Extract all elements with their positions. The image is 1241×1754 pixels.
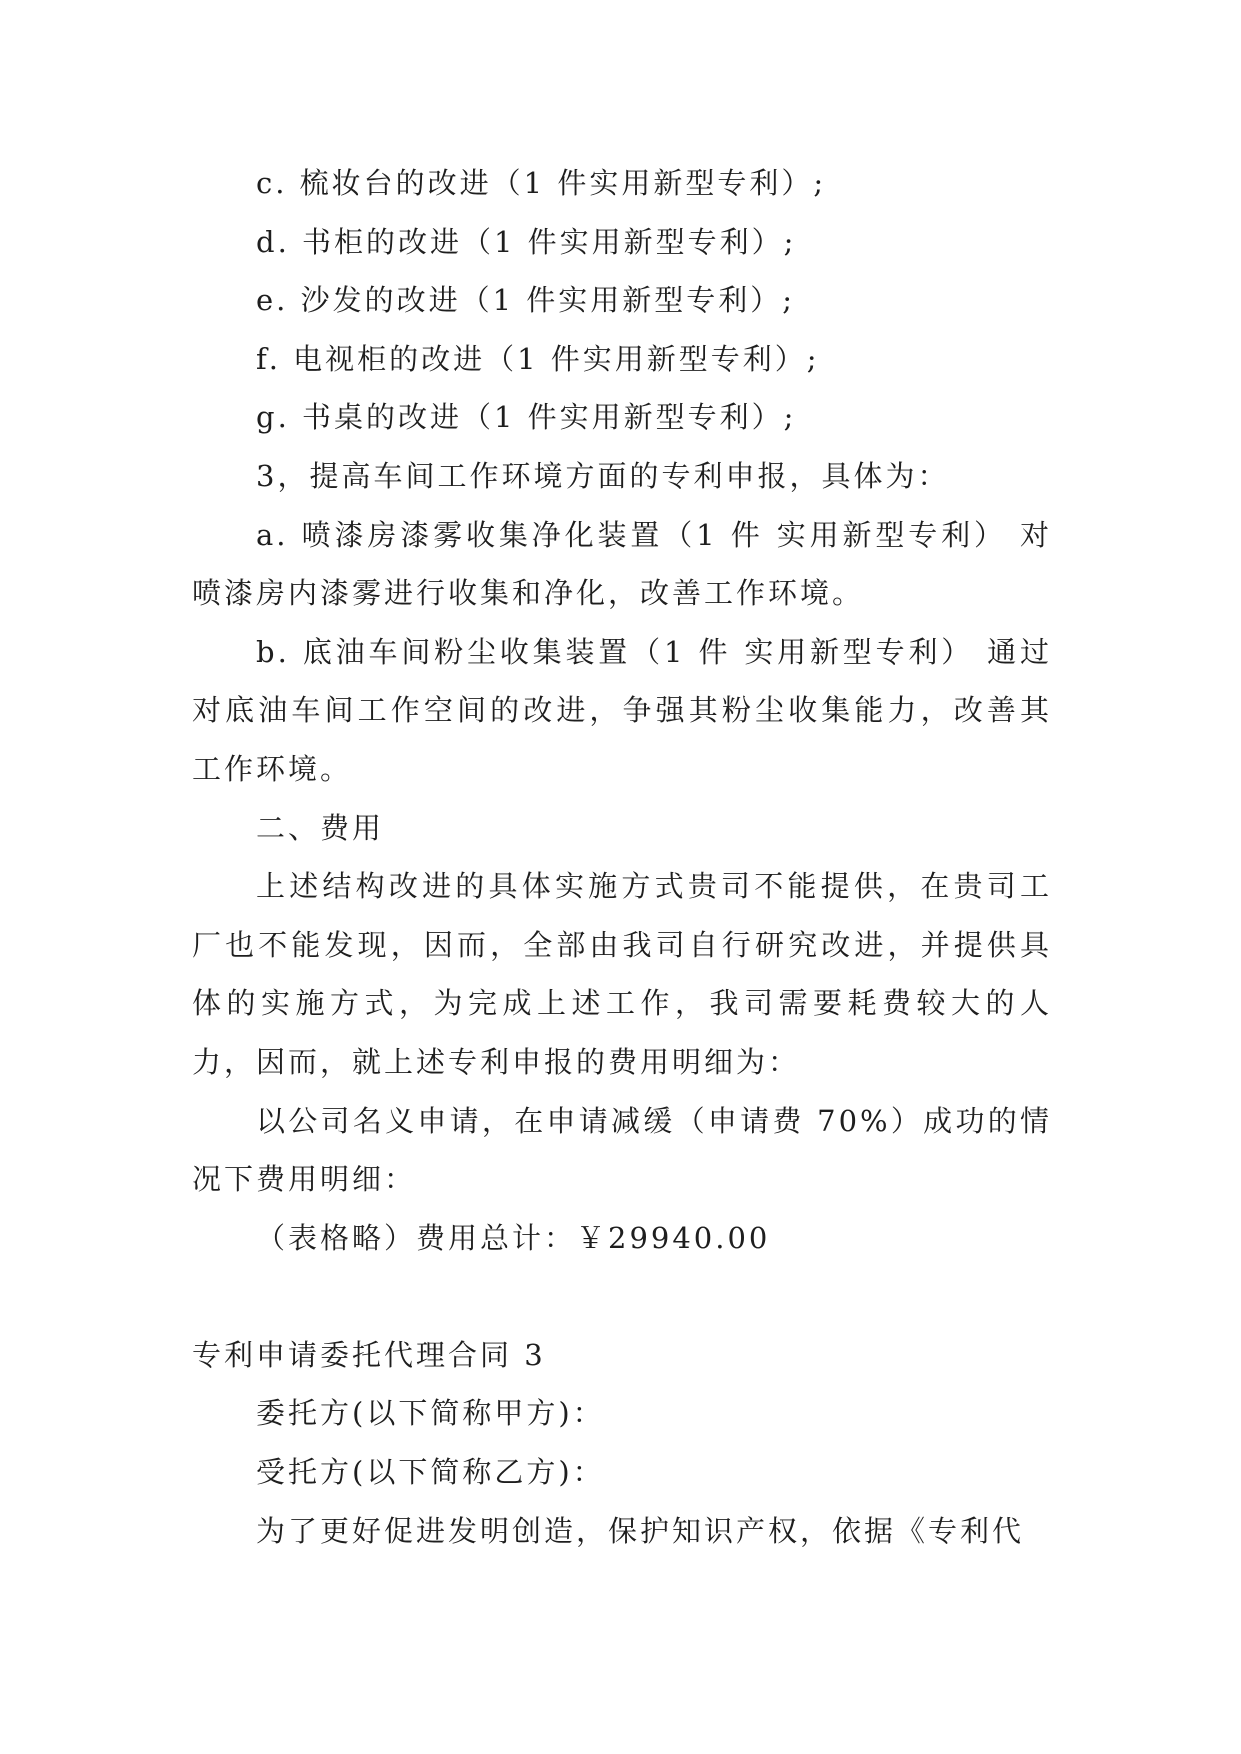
contract-title: 专利申请委托代理合同 3 bbox=[192, 1337, 546, 1372]
list-item-e: e. 沙发的改进（1 件实用新型专利）; bbox=[256, 283, 796, 318]
contract-agent-line: 受托方(以下简称乙方)： bbox=[256, 1455, 605, 1490]
document-body bbox=[192, 154, 1052, 1560]
fees-total: （表格略）费用总计：￥29940.00 bbox=[256, 1220, 771, 1255]
fees-paragraph: 上述结构改进的具体实施方式贵司不能提供，在贵司工厂也不能发现，因而，全部由我司自行研究改进，并提供具体的实施方式，为完成上述工作，我司需要耗费较大的人力，因而，就上述专利申报的费用明细为： bbox=[192, 869, 1052, 1079]
list-item-d: d. 书柜的改进（1 件实用新型专利）; bbox=[256, 224, 797, 259]
list-item-f: f. 电视柜的改进（1 件实用新型专利）; bbox=[256, 341, 820, 376]
contract-client-line: 委托方(以下简称甲方)： bbox=[256, 1396, 605, 1431]
fees-condition: 以公司名义申请，在申请减缓（申请费 70%）成功的情况下费用明细： bbox=[192, 1103, 1052, 1197]
list-item-b: b. 底油车间粉尘收集装置（1 件 实用新型专利） 通过对底油车间工作空间的改进，争强其粉尘收集能力，改善其工作环境。 bbox=[192, 634, 1052, 786]
list-item-c: c. 梳妆台的改进（1 件实用新型专利）; bbox=[256, 166, 827, 200]
section-3-intro: 3，提高车间工作环境方面的专利申报，具体为： bbox=[256, 458, 950, 493]
list-item-g: g. 书桌的改进（1 件实用新型专利）; bbox=[256, 400, 797, 435]
list-item-a: a. 喷漆房漆雾收集净化装置（1 件 实用新型专利） 对喷漆房内漆雾进行收集和净化，改善工作环境。 bbox=[192, 517, 1052, 611]
contract-preamble: 为了更好促进发明创造，保护知识产权，依据《专利代 bbox=[256, 1513, 1025, 1548]
blank-line bbox=[192, 1267, 1052, 1326]
fees-heading: 二、费用 bbox=[256, 810, 385, 845]
